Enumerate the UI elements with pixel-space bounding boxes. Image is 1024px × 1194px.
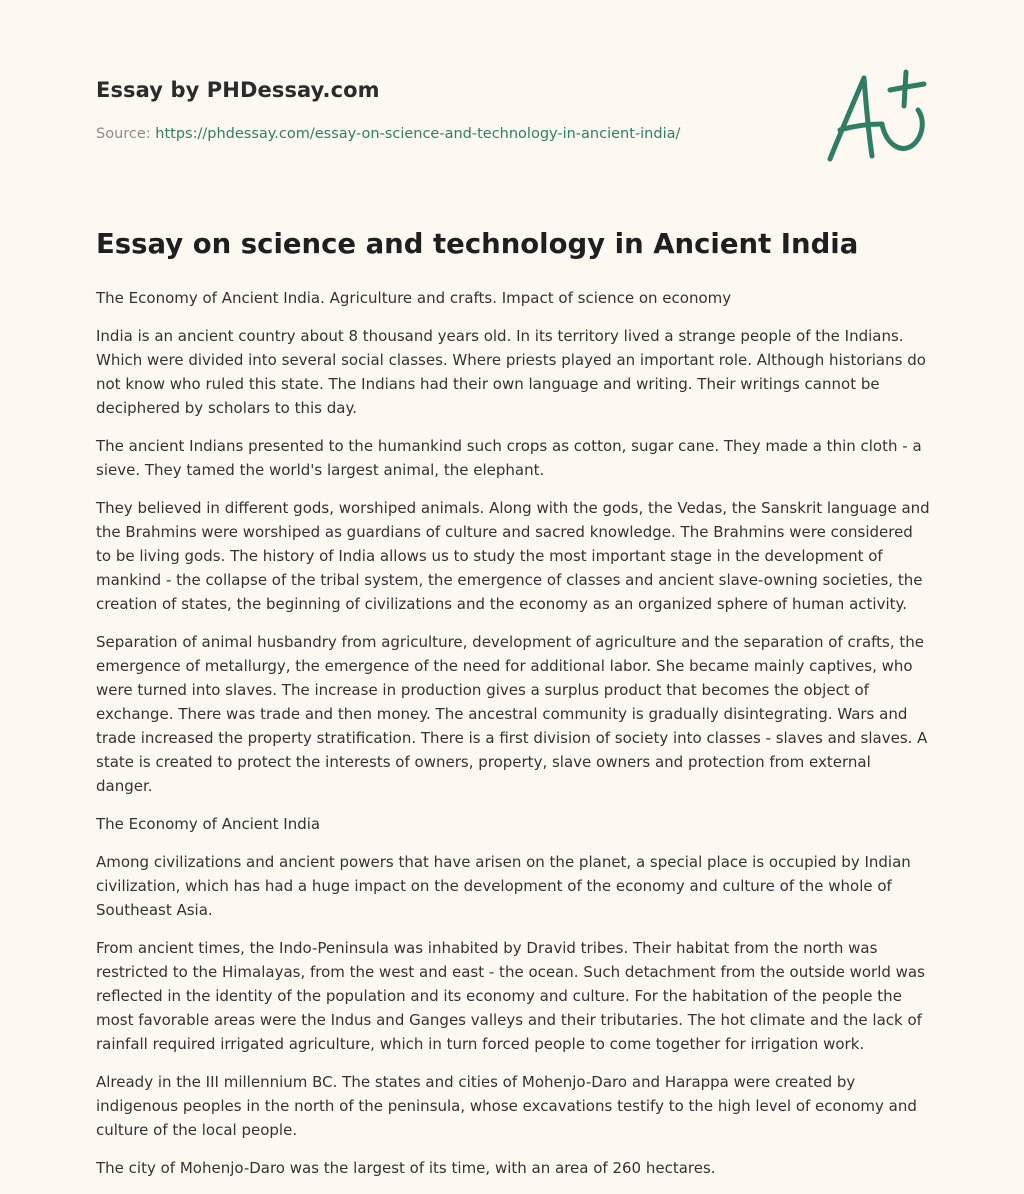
a-plus-grade-icon bbox=[820, 64, 930, 168]
source-label: Source: bbox=[96, 126, 151, 142]
source-line bbox=[96, 124, 816, 144]
section-heading: The Economy of Ancient India bbox=[96, 815, 321, 833]
site-brand: Essay by PHDessay.com bbox=[96, 78, 380, 102]
paragraph: From ancient times, the Indo-Peninsula was inhabited by Dravid tribes. Their habitat from the north was restricted to the Himalayas, from the west and east - the ocean. Such detachment from the outside world was reflected in the identity of the population and its economy and culture. For the habitation of the people the most favorable areas were the Indus and Ganges valleys and their tributaries. The hot climate and the lack of rainfall required irrigated agriculture, which in turn forced people to come together for irrigation work. bbox=[96, 939, 925, 1053]
paragraph: Already in the III millennium BC. The states and cities of Mohenjo-Daro and Harappa were created by indigenous peoples in the north of the peninsula, whose excavations testify to the high level of economy and culture of the local people. bbox=[96, 1073, 917, 1139]
paragraph: Among civilizations and ancient powers that have arisen on the planet, a special place is occupied by Indian civilization, which has had a huge impact on the development of the economy and culture of the whole of Southeast Asia. bbox=[96, 853, 911, 919]
paragraph: Separation of animal husbandry from agriculture, development of agriculture and the separation of crafts, the emergence of metallurgy, the emergence of the need for additional labor. She became mainly captives, who were turned into slaves. The increase in production gives a surplus product that becomes the object of exchange. There was trade and then money. The ancestral community is gradually disintegrating. Wars and trade increased the property stratification. There is a first division of society into classes - slaves and slaves. A state is created to protect the interests of owners, property, slave owners and protection from external danger. bbox=[96, 633, 928, 795]
essay-body bbox=[96, 286, 932, 1194]
paragraph: The Economy of Ancient India. Agriculture and crafts. Impact of science on economy bbox=[96, 289, 732, 307]
paragraph: India is an ancient country about 8 thousand years old. In its territory lived a strange people of the Indians. Which were divided into several social classes. Where priests played an important role. Although historians do not know who ruled this state. The Indians had their own language and writing. Their writings cannot be deciphered by scholars to this day. bbox=[96, 327, 926, 417]
paragraph: The city of Mohenjo-Daro was the largest of its time, with an area of 260 hectares. bbox=[96, 1159, 716, 1177]
paragraph: The ancient Indians presented to the humankind such crops as cotton, sugar cane. They made a thin cloth - a sieve. They tamed the world's largest animal, the elephant. bbox=[96, 437, 922, 479]
source-link[interactable]: https://phdessay.com/essay-on-science-and-technology-in-ancient-india/ bbox=[155, 126, 681, 142]
essay-title: Essay on science and technology in Ancient India bbox=[96, 228, 859, 260]
page-header bbox=[96, 76, 816, 144]
paragraph: They believed in different gods, worshiped animals. Along with the gods, the Vedas, the Sanskrit language and the Brahmins were worshiped as guardians of culture and sacred knowledge. The Brahmins were considered to be living gods. The history of India allows us to study the most important stage in the development of mankind - the collapse of the tribal system, the emergence of classes and ancient slave-owning societies, the creation of states, the beginning of civilizations and the economy as an organized sphere of human activity. bbox=[96, 499, 930, 613]
